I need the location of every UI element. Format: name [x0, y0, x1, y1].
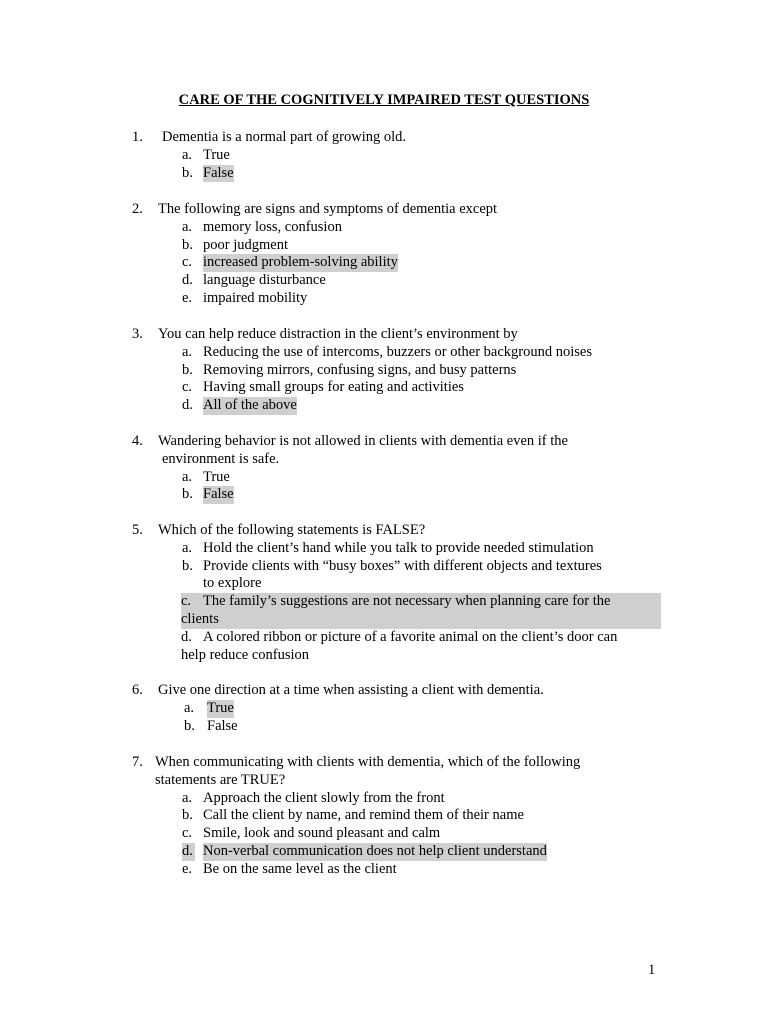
question-6	[132, 682, 692, 735]
question-number: 6.	[132, 682, 143, 698]
option-b: b. False	[184, 717, 238, 734]
question-text: The following are signs and symptoms of dementia except	[158, 201, 498, 217]
option-c: c. Smile, look and sound pleasant and calm	[182, 825, 441, 842]
question-number: 4.	[132, 433, 143, 449]
option-e: e. Be on the same level as the client	[182, 860, 397, 877]
question-text: You can help reduce distraction in the client’s environment by	[158, 326, 518, 342]
question-text: Give one direction at a time when assisting a client with dementia.	[158, 682, 544, 698]
question-2	[132, 201, 692, 308]
option-a: a. Hold the client’s hand while you talk to provide needed stimulation	[182, 539, 594, 556]
highlighted-answer: False	[203, 164, 234, 181]
question-text: Which of the following statements is FALSE?	[158, 522, 426, 538]
question-7	[132, 754, 692, 879]
question-number: 2.	[132, 201, 143, 217]
question-number: 7.	[132, 754, 143, 770]
page-number: 1	[648, 962, 656, 978]
option-a: a. Approach the client slowly from the front	[182, 789, 445, 806]
highlighted-answer: True	[207, 699, 234, 716]
question-1	[132, 129, 692, 182]
page-title	[0, 92, 768, 110]
option-b: b. False	[182, 486, 234, 503]
option-d: d. language disturbance	[182, 272, 326, 289]
highlighted-answer: increased problem-solving ability	[203, 254, 398, 271]
option-d: d. A colored ribbon or picture of a favorite animal on the client’s door can help reduce confusion	[181, 628, 618, 663]
question-text-line2: environment is safe.	[162, 450, 280, 467]
title-text: CARE OF THE COGNITIVELY IMPAIRED TEST QUESTIONS	[178, 92, 590, 108]
option-b-continued: to explore	[203, 575, 262, 592]
question-4	[132, 433, 692, 504]
option-b: b. Call the client by name, and remind them of their name	[182, 807, 524, 824]
option-b: b. False	[182, 164, 234, 181]
option-a: a. True	[184, 699, 234, 716]
option-c: c. increased problem-solving ability	[182, 254, 398, 271]
question-number: 3.	[132, 326, 143, 342]
question-number: 1.	[132, 129, 143, 145]
option-e: e. impaired mobility	[182, 289, 308, 306]
option-b: b. Removing mirrors, confusing signs, and busy patterns	[182, 361, 517, 378]
question-text-line2: statements are TRUE?	[155, 771, 286, 788]
option-b: b. poor judgment	[182, 236, 288, 253]
question-text-line1: When communicating with clients with dementia, which of the following	[155, 754, 581, 770]
option-a: a. Reducing the use of intercoms, buzzers or other background noises	[182, 343, 592, 360]
highlighted-answer: All of the above	[203, 397, 297, 414]
question-3	[132, 326, 692, 415]
highlighted-answer: Non-verbal communication does not help client understand	[203, 842, 547, 859]
question-number: 5.	[132, 522, 143, 538]
highlighted-answer: False	[203, 486, 234, 503]
question-text-line1: Wandering behavior is not allowed in clients with dementia even if the	[158, 433, 568, 449]
question-5	[132, 522, 692, 664]
question-text: Dementia is a normal part of growing old.	[162, 129, 407, 145]
option-a: a. True	[182, 146, 230, 163]
option-a: a. True	[182, 468, 230, 485]
option-b: b. Provide clients with “busy boxes” with different objects and textures	[182, 557, 602, 574]
option-c-highlighted-answer: c. The family’s suggestions are not necessary when planning care for the clients	[181, 593, 661, 629]
option-c: c. Having small groups for eating and activities	[182, 379, 464, 396]
option-d: d. All of the above	[182, 397, 297, 414]
option-a: a. memory loss, confusion	[182, 218, 342, 235]
option-d: d. Non-verbal communication does not help client understand	[182, 842, 547, 859]
